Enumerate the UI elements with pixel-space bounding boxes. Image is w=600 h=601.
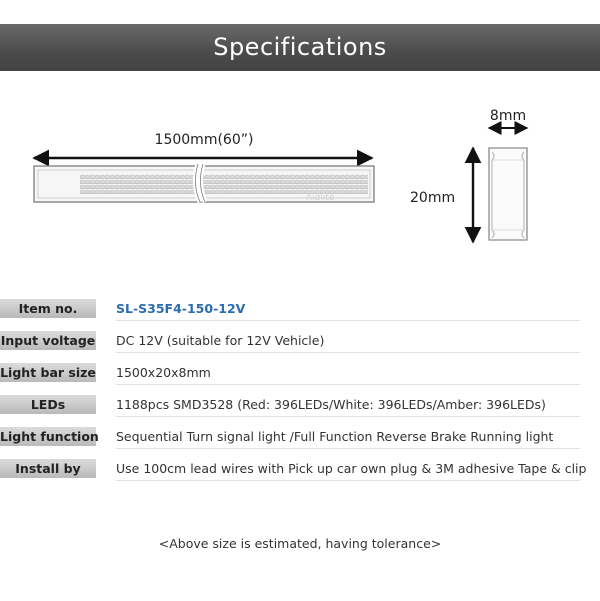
spec-value: SL-S35F4-150-12V [116,301,246,316]
spec-row-light-function [0,423,600,449]
divider [116,352,580,353]
length-dimension-label: 1500mm(60”) [154,132,254,148]
spec-row-install-by [0,455,600,481]
led-array [80,174,368,194]
spec-label: Input voltage [0,333,96,348]
specifications-banner [0,24,600,71]
spec-value: 1500x20x8mm [116,365,211,380]
spec-value: 1188pcs SMD3528 (Red: 396LEDs/White: 396LEDs/Amber: 396LEDs) [116,397,546,412]
tolerance-note: <Above size is estimated, having tolerance> [158,536,442,551]
divider [116,320,580,321]
spec-row-light-bar-size [0,359,600,385]
divider [116,384,580,385]
spec-value: DC 12V (suitable for 12V Vehicle) [116,333,325,348]
width-dimension-label: 8mm [489,108,527,124]
spec-row-input-voltage [0,327,600,353]
spec-label: Item no. [0,299,96,318]
spec-row-item-no [0,295,600,321]
divider [116,448,580,449]
height-dimension-label: 20mm [410,190,456,206]
light-bar-diagram [0,90,600,270]
spec-label: Light function [0,429,99,444]
page-title: Specifications [213,33,387,61]
divider [116,416,580,417]
watermark-logo: Aidlite [306,193,335,203]
divider [116,480,580,481]
spec-label: Light bar size [0,365,96,380]
spec-value: Use 100cm lead wires with Pick up car own plug & 3M adhesive Tape & clip [116,461,587,476]
light-bar-cross-section [489,148,527,240]
spec-label: Install by [0,459,96,478]
spec-value: Sequential Turn signal light /Full Function Reverse Brake Running light [116,429,554,444]
spec-label: LEDs [0,395,96,414]
spec-row-leds [0,391,600,417]
